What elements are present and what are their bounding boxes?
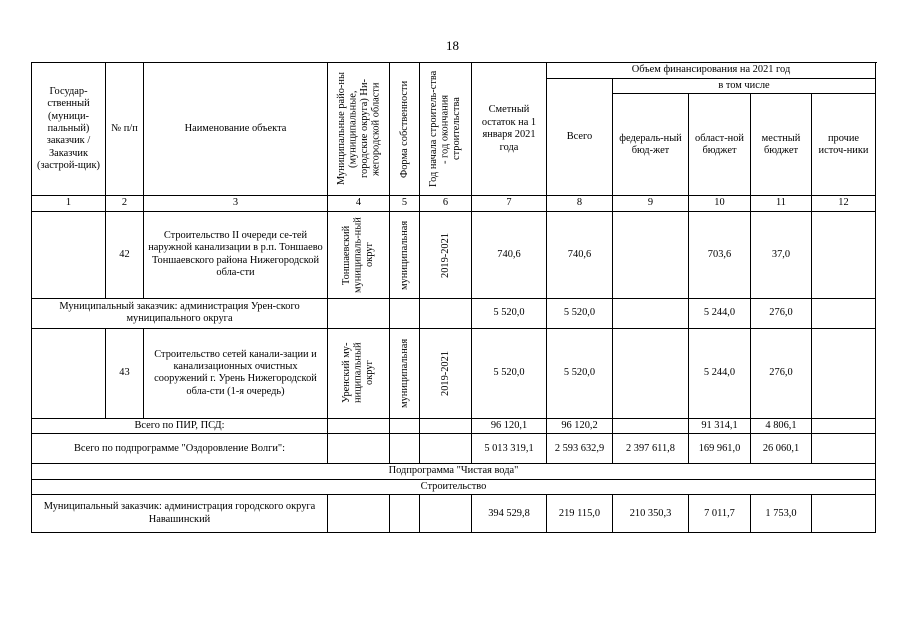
total-cell: 2 593 632,9	[547, 434, 613, 464]
total-cell: 740,6	[547, 211, 613, 298]
total-row-pir	[32, 418, 876, 433]
customer-label: Муниципальный заказчик: администрация Урен-ского муниципального округа	[32, 298, 328, 328]
regional-cell: 91 314,1	[689, 418, 751, 433]
balance-cell: 740,6	[472, 211, 547, 298]
local-cell: 276,0	[751, 328, 812, 418]
header-years: Год начала строитель-ства - год окончания строительства	[420, 63, 472, 196]
ownership-cell: муниципальная	[390, 328, 420, 418]
subprogram-row	[32, 464, 876, 479]
local-cell: 4 806,1	[751, 418, 812, 433]
balance-cell: 96 120,1	[472, 418, 547, 433]
object-name: Строительство II очереди се-тей наружной канализации в р.п. Тоншаево Тоншаевского района Нижегородской обла-сти	[144, 211, 328, 298]
regional-cell: 5 244,0	[689, 328, 751, 418]
col-number: 4	[328, 196, 390, 211]
total-cell: 5 520,0	[547, 298, 613, 328]
section-title: Строительство	[32, 479, 876, 494]
customer-cell	[32, 211, 106, 298]
col-number: 11	[751, 196, 812, 211]
col-number: 10	[689, 196, 751, 211]
col-number: 3	[144, 196, 328, 211]
customer-cell	[32, 328, 106, 418]
regional-cell: 169 961,0	[689, 434, 751, 464]
customer-label: Муниципальный заказчик: администрация городского округа Навашинский	[32, 495, 328, 533]
row-number: 42	[106, 211, 144, 298]
balance-cell: 5 520,0	[472, 298, 547, 328]
header-federal: федераль-ный бюд-жет	[613, 94, 689, 196]
column-numbers-row	[32, 196, 876, 211]
subprogram-title: Подпрограмма "Чистая вода"	[32, 464, 876, 479]
federal-cell	[613, 328, 689, 418]
federal-cell: 210 350,3	[613, 495, 689, 533]
years-cell: 2019-2021	[420, 328, 472, 418]
regional-cell: 703,6	[689, 211, 751, 298]
col-number: 2	[106, 196, 144, 211]
object-name: Строительство сетей канали-зации и канализационных очистных сооружений г. Урень Нижегородской обла-сти (1-я очередь)	[144, 328, 328, 418]
header-including: в том числе	[613, 79, 876, 94]
page-number: 18	[446, 38, 459, 53]
header-number: № п/п	[106, 63, 144, 196]
col-number: 8	[547, 196, 613, 211]
district-cell: Уренский му-ниципальный округ	[328, 328, 390, 418]
federal-cell: 2 397 611,8	[613, 434, 689, 464]
local-cell: 26 060,1	[751, 434, 812, 464]
balance-cell: 394 529,8	[472, 495, 547, 533]
col-number: 12	[812, 196, 876, 211]
district-cell: Тоншаевский муниципаль-ный округ	[328, 211, 390, 298]
col-number: 5	[390, 196, 420, 211]
col-number: 9	[613, 196, 689, 211]
total-cell: 219 115,0	[547, 495, 613, 533]
other-cell	[812, 211, 876, 298]
customer-row-navashino	[32, 495, 876, 533]
table-row-42	[32, 211, 876, 298]
section-row	[32, 479, 876, 494]
header-local: местный бюджет	[751, 94, 812, 196]
total-label: Всего по подпрограмме "Оздоровление Волги":	[32, 434, 328, 464]
local-cell: 276,0	[751, 298, 812, 328]
local-cell: 37,0	[751, 211, 812, 298]
header-total: Всего	[547, 79, 613, 196]
other-cell	[812, 328, 876, 418]
header-customer: Государ-ственный (муници-пальный) заказчик / Заказчик (застрой-щик)	[32, 63, 106, 196]
total-cell: 5 520,0	[547, 328, 613, 418]
col-number: 7	[472, 196, 547, 211]
col-number: 1	[32, 196, 106, 211]
header-regional: област-ной бюджет	[689, 94, 751, 196]
balance-cell: 5 013 319,1	[472, 434, 547, 464]
federal-cell	[613, 211, 689, 298]
balance-cell: 5 520,0	[472, 328, 547, 418]
header-other: прочие источ-ники	[812, 94, 876, 196]
total-cell: 96 120,2	[547, 418, 613, 433]
table-row-43	[32, 328, 876, 418]
header-district: Муниципальные райо-ны (муниципальные, городские округа) Ни-жегородской области	[328, 63, 390, 196]
regional-cell: 5 244,0	[689, 298, 751, 328]
years-cell: 2019-2021	[420, 211, 472, 298]
header-financing-group: Объем финансирования на 2021 год	[547, 63, 876, 79]
total-row-volga	[32, 434, 876, 464]
regional-cell: 7 011,7	[689, 495, 751, 533]
financing-table	[31, 62, 876, 533]
header-balance: Сметный остаток на 1 января 2021 года	[472, 63, 547, 196]
header-ownership: Форма собственности	[390, 63, 420, 196]
row-number: 43	[106, 328, 144, 418]
local-cell: 1 753,0	[751, 495, 812, 533]
customer-row-uren	[32, 298, 876, 328]
header-object-name: Наименование объекта	[144, 63, 328, 196]
col-number: 6	[420, 196, 472, 211]
ownership-cell: муниципальная	[390, 211, 420, 298]
header-row-1	[32, 63, 876, 79]
total-label: Всего по ПИР, ПСД:	[32, 418, 328, 433]
